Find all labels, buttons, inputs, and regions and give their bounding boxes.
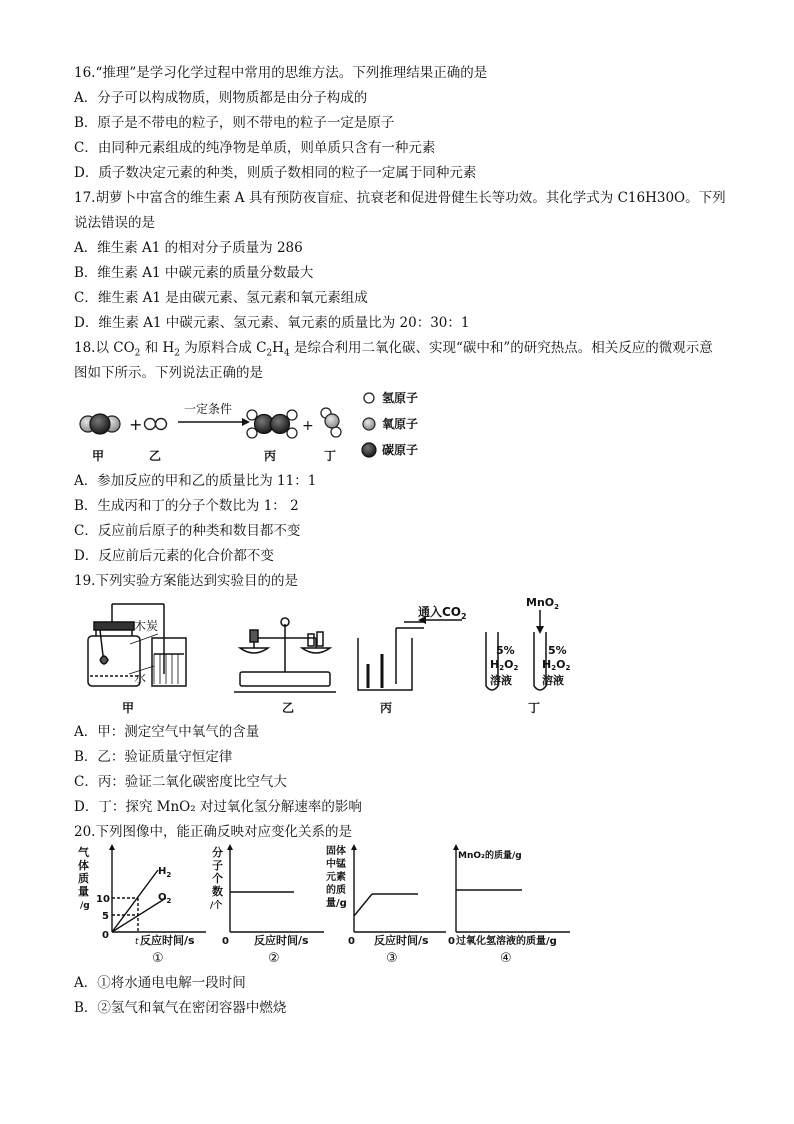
svg-text:0: 0 [448,936,455,947]
molecule-h2o [321,408,341,437]
legend-oxygen: 氧原子 [382,417,419,431]
label-bing: 丙 [380,701,393,715]
label-bing: 丙 [264,449,277,463]
svg-text:反应时间/s: 反应时间/s [140,934,195,947]
label-mno2: MnO$_2$ [526,596,560,611]
q19-stem: 19.下列实验方案能达到实验目的的是 [74,573,298,589]
q18-option-b: B．生成丙和丁的分子个数比为 1： 2 [74,498,299,514]
svg-text:反应时间/s: 反应时间/s [374,934,429,947]
q20-stem: 20.下列图像中，能正确反映对应变化关系的是 [74,824,352,840]
apparatus-yi [234,618,336,715]
svg-text:固体: 固体 [326,846,346,857]
svg-text:O2: $O_2$ [158,892,172,905]
svg-text:①: ① [152,951,164,966]
q19-option-b: B．乙：验证质量守恒定律 [74,749,233,765]
svg-text:+: + [129,415,143,434]
svg-text:反应时间/s: 反应时间/s [254,934,309,947]
label-water: 水 [134,671,147,685]
apparatus-ding [486,596,570,715]
apparatus-jia [88,604,186,715]
label-yi: 乙 [282,701,295,715]
q18-stem-line1: 18.以 $CO_2$ 和 $H_2$ 为原料合成 $C_2H_4$ 是综合利用二氧化碳、实现“碳中和”的研究热点。相关反应的微观示意 [74,340,713,359]
svg-text:+: + [302,418,314,434]
svg-text:0: 0 [348,936,355,947]
label-solution-left: 溶液 [490,674,512,687]
q16-option-d: D．质子数决定元素的种类，则质子数相同的粒子一定属于同种元素 [74,165,477,181]
svg-text:元素: 元素 [326,872,346,883]
svg-text:分: 分 [212,846,223,859]
q16-option-a: A．分子可以构成物质，则物质都是由分子构成的 [74,90,368,106]
label-pct-left: 5% [496,644,515,657]
svg-text:过氧化氢溶液的质量/g: 过氧化氢溶液的质量/g [456,936,557,947]
reaction-condition: 一定条件 [184,402,233,416]
svg-text:个: 个 [212,872,223,885]
q16-option-c: C．由同种元素组成的纯净物是单质，则单质只含有一种元素 [74,140,436,156]
svg-text:10: 10 [96,894,110,905]
q17-stem-line1: 17.胡萝卜中富含的维生素 A 具有预防夜盲症、抗衰老和促进骨健生长等功效。其化学式为 C16H30O。下列 [74,190,726,206]
label-jia: 甲 [92,449,105,463]
q17-option-b: B．维生素 A1 中碳元素的质量分数最大 [74,265,314,281]
q20-option-b: B．②氢气和氧气在密闭容器中燃烧 [74,1000,287,1016]
graph-3 [326,844,446,966]
q17-stem-line2: 说法错误的是 [74,215,155,231]
svg-text:②: ② [268,951,280,966]
label-co2: 通入$CO_2$ [418,605,467,621]
graph-1 [78,844,206,966]
q17-option-a: A．维生素 A1 的相对分子质量为 286 [74,240,303,256]
svg-text:/个: /个 [210,901,223,911]
q17-option-c: C．维生素 A1 是由碳元素、氢元素和氧元素组成 [74,290,368,306]
svg-text:③: ③ [386,951,398,966]
svg-text:中锰: 中锰 [326,859,346,870]
q19-option-d: D．丁：探究 MnO₂ 对过氧化氢分解速率的影响 [74,799,362,815]
svg-text:0: 0 [222,936,229,947]
label-h2o2-left: H2O2 [490,658,519,672]
label-h2o2-right: H2O2 [542,658,571,672]
svg-text:量/g: 量/g [326,898,347,909]
svg-text:的质: 的质 [326,885,346,896]
q19-option-a: A．甲：测定空气中氧气的含量 [74,724,260,740]
q17-option-d: D．维生素 A1 中碳元素、氢元素、氧元素的质量比为 20：30：1 [74,315,470,331]
reaction-diagram [74,386,454,466]
svg-text:量: 量 [78,885,89,898]
svg-text:5: 5 [102,911,109,922]
q20-option-a: A．①将水通电电解一段时间 [74,975,246,991]
legend-carbon: 碳原子 [382,443,419,457]
graph-2 [210,844,324,966]
svg-text:/g: /g [80,901,90,911]
svg-text:子: 子 [212,859,223,872]
label-charcoal: 木炭 [134,619,159,633]
label-ding: 丁 [528,701,541,715]
label-pct-right: 5% [548,644,567,657]
label-ding: 丁 [324,449,337,463]
graphs-figure [74,842,594,968]
label-yi: 乙 [149,449,162,463]
q16-option-b: B．原子是不带电的粒子，则不带电的粒子一定是原子 [74,115,395,131]
q18-stem-line2: 图如下所示。下列说法正确的是 [74,365,263,381]
legend-hydrogen: 氢原子 [382,391,419,405]
svg-text:④: ④ [500,951,512,966]
molecule-c2h4 [247,410,297,438]
svg-text:数: 数 [212,885,223,898]
svg-text:质: 质 [78,872,89,885]
svg-text:体: 体 [78,859,89,872]
svg-text:MnO₂的质量/g: MnO₂的质量/g [458,851,522,861]
svg-text:0: 0 [102,930,109,941]
q19-option-c: C．丙：验证二氧化碳密度比空气大 [74,774,287,790]
q18-option-c: C．反应前后原子的种类和数目都不变 [74,523,301,539]
graph-4 [448,844,570,966]
svg-text:H2: $H_2$ [158,866,172,879]
svg-text:t: t [135,937,139,947]
q16-stem: 16.“推理”是学习化学过程中常用的思维方法。下列推理结果正确的是 [74,65,488,81]
apparatus-bing [358,604,467,715]
label-solution-right: 溶液 [542,674,564,687]
molecule-co2 [80,414,120,434]
svg-text:气: 气 [78,846,89,859]
molecule-h2 [145,419,167,430]
experiment-diagram [74,594,594,718]
q18-option-d: D．反应前后元素的化合价都不变 [74,548,274,564]
q18-option-a: A．参加反应的甲和乙的质量比为 11：1 [74,473,317,489]
label-jia: 甲 [122,701,135,715]
